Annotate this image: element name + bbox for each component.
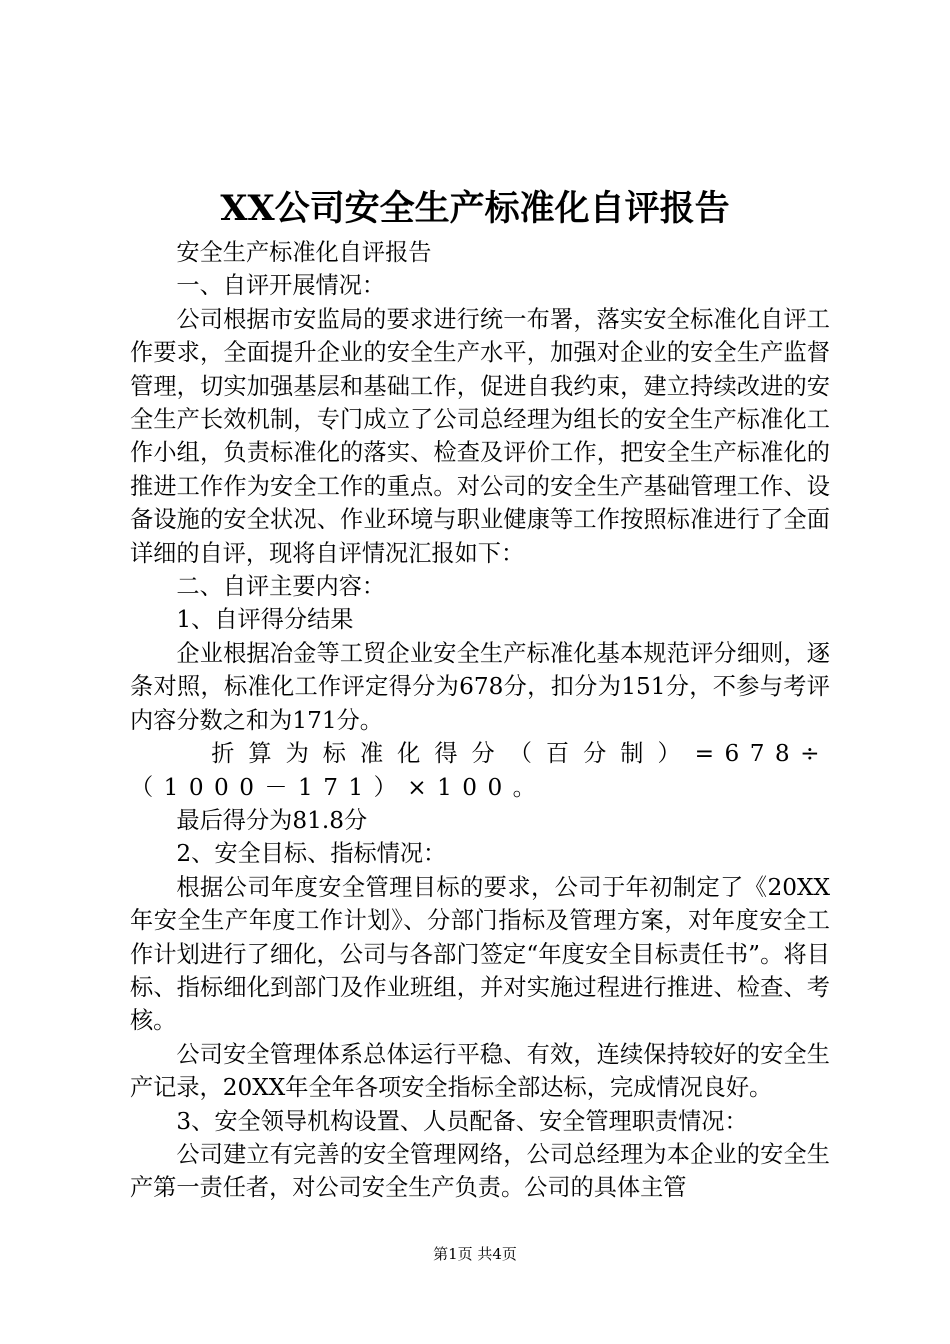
page-number: 第1页 共4页 <box>433 1245 517 1263</box>
paragraph-system-status: 公司安全管理体系总体运行平稳、有效，连续保持较好的安全生产记录，20XX年全年各项安全指标全部达标，完成情况良好。 <box>130 1040 830 1102</box>
subsection-heading-3: 3、安全领导机构设置、人员配备、安全管理职责情况： <box>176 1107 748 1135</box>
paragraph-overview: 公司根据市安监局的要求进行统一布署，落实安全标准化自评工作要求，全面提升企业的安全生产水平，加强对企业的安全生产监督管理，切实加强基层和基础工作，促进自我约束，建立持续改进的安全生产长效机制，专门成立了公司总经理为组长的安全生产标准化工作小组，负责标准化的落实、检查及评价工作，把安全生产标准化的推进工作作为安全工作的重点。对公司的安全生产基础管理工作、设备设施的安全状况、作业环境与职业健康等工作按照标准进行了全面详细的自评，现将自评情况汇报如下： <box>130 305 830 567</box>
section-heading-1: 一、自评开展情况： <box>176 272 386 300</box>
subsection-heading-1: 1、自评得分结果 <box>176 606 354 634</box>
paragraph-organization: 公司建立有完善的安全管理网络，公司总经理为本企业的安全生产第一责任者，对公司安全生产负责。公司的具体主管 <box>130 1140 830 1202</box>
paragraph-subtitle: 安全生产标准化自评报告 <box>176 239 432 266</box>
paragraph-final-score: 最后得分为81.8分 <box>176 806 368 834</box>
subsection-heading-2: 2、安全目标、指标情况： <box>176 840 447 868</box>
section-heading-2: 二、自评主要内容： <box>176 573 386 601</box>
paragraph-targets: 根据公司年度安全管理目标的要求，公司于年初制定了《20XX年安全生产年度工作计划》、分部门指标及管理方案，对年度安全工作计划进行了细化，公司与各部门签定“年度安全目标责任书”。将目标、指标细化到部门及作业班组，并对实施过程进行推进、检查、考核。 <box>130 873 830 1035</box>
document-body <box>130 236 830 1205</box>
paragraph-score: 企业根据冶金等工贸企业安全生产标准化基本规范评分细则，逐条对照，标准化工作评定得分为678分，扣分为151分，不参与考评内容分数之和为171分。 <box>130 639 830 734</box>
paragraph-formula: 折算为标准化得分（百分制）=678÷（1000－171）×100。 <box>130 740 830 801</box>
document-title: XX公司安全生产标准化自评报告 <box>220 188 730 229</box>
